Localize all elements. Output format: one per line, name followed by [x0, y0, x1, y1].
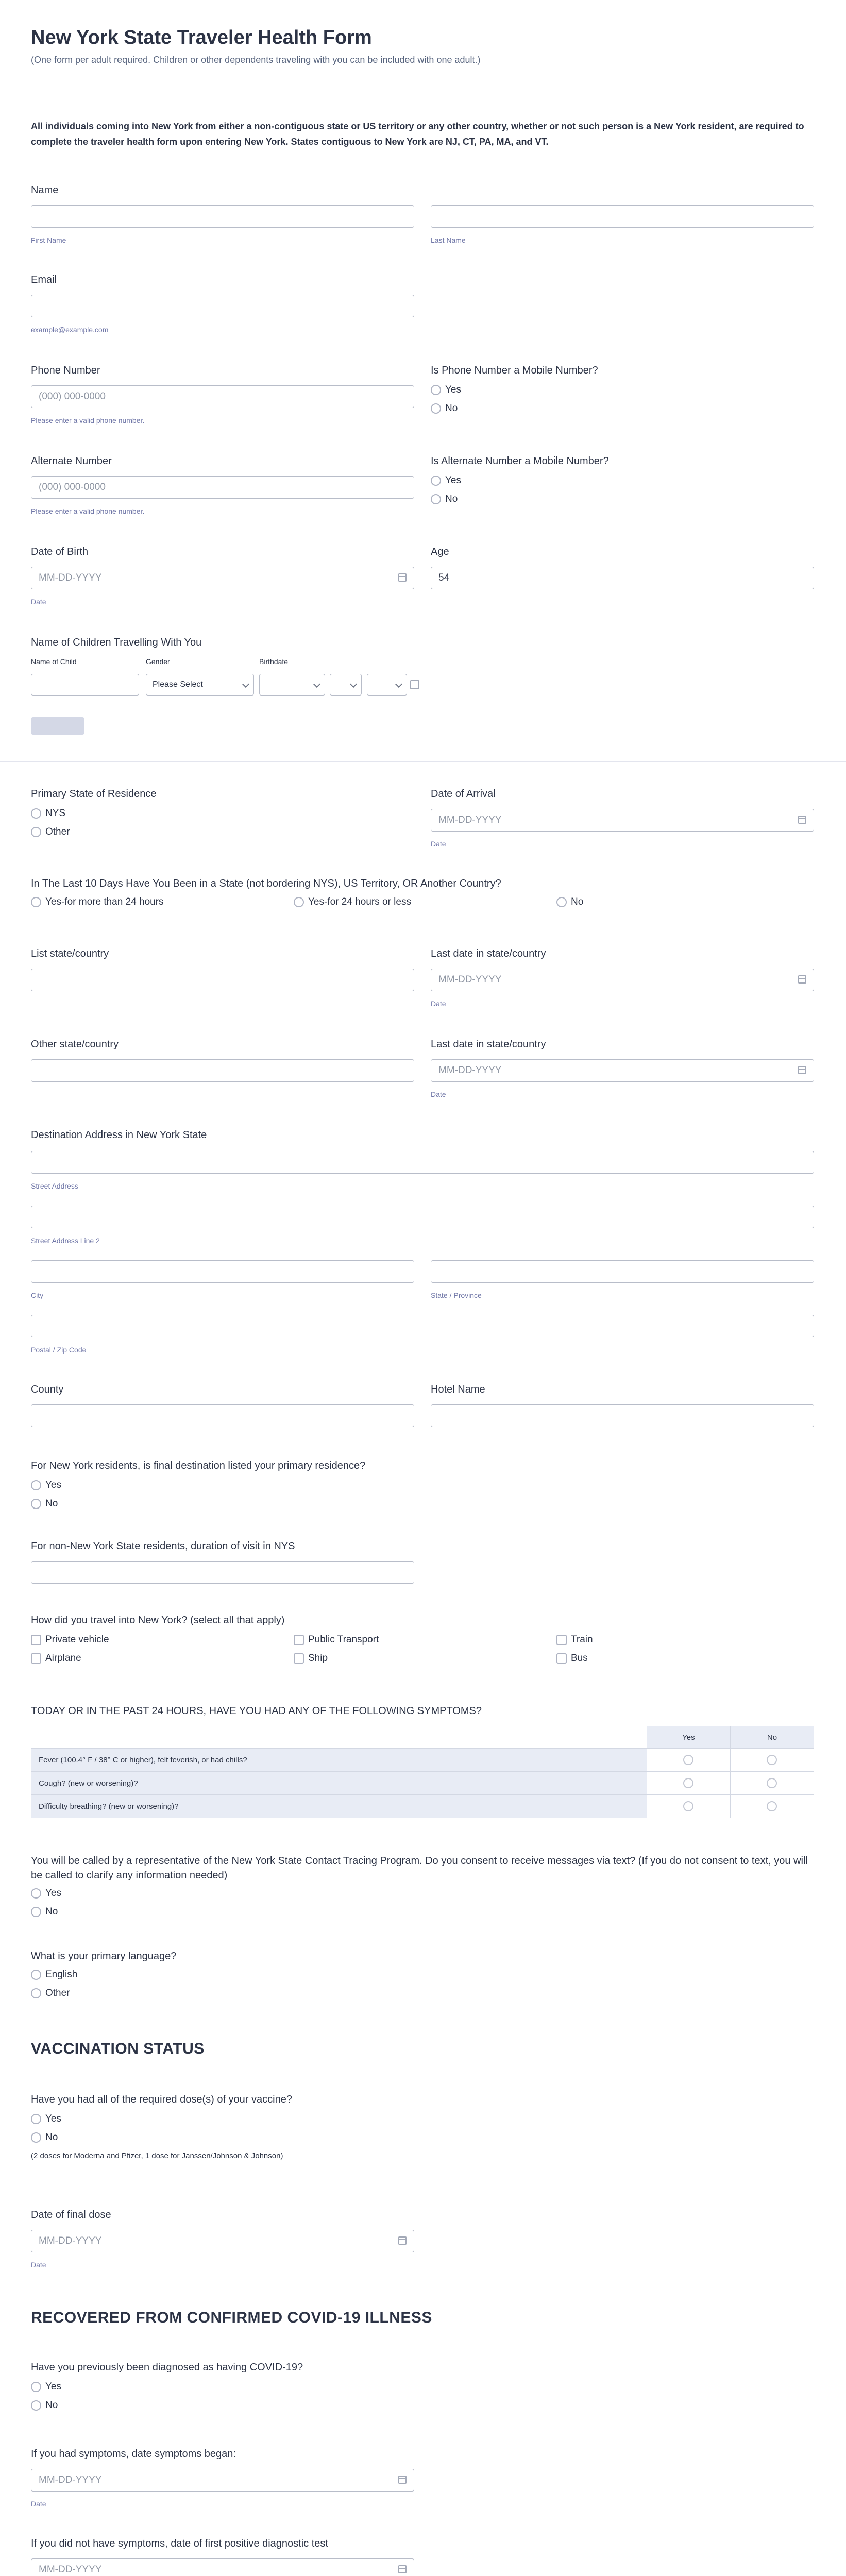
phone-mobile-label: Is Phone Number a Mobile Number?: [431, 365, 598, 376]
checkbox-icon: [556, 1635, 567, 1645]
vaccination-label: Have you had all of the required dose(s) of your vaccine?: [31, 2094, 292, 2105]
child-gender-select[interactable]: [146, 674, 254, 696]
radio-icon: [31, 897, 41, 907]
calendar-icon[interactable]: [410, 680, 419, 689]
phone-label: Phone Number: [31, 365, 100, 376]
radio-icon: [431, 385, 441, 395]
chevron-down-icon: [313, 681, 320, 688]
radio-icon: [294, 897, 304, 907]
radio-label: No: [45, 2400, 58, 2411]
radio-label: NYS: [45, 808, 66, 819]
matrix-col-yes: Yes: [647, 1726, 730, 1749]
radio-icon: [31, 1988, 41, 1998]
last-name-hint: Last Name: [431, 236, 466, 244]
symptoms-label: TODAY OR IN THE PAST 24 HOURS, HAVE YOU HAD ANY OF THE FOLLOWING SYMPTOMS?: [31, 1705, 482, 1717]
matrix-header: [31, 1726, 814, 1749]
matrix-cell-no[interactable]: [730, 1772, 814, 1795]
matrix-cell-no[interactable]: [730, 1749, 814, 1772]
phone-input[interactable]: (000) 000-0000: [31, 385, 414, 408]
matrix-corner: [31, 1726, 647, 1749]
radio-icon: [31, 2382, 41, 2392]
radio-icon: [31, 2400, 41, 2411]
matrix-cell-yes[interactable]: [647, 1749, 730, 1772]
radio-label: English: [45, 1969, 78, 1980]
state-input[interactable]: [431, 1260, 814, 1283]
child-birth-month-select[interactable]: [259, 674, 325, 696]
city-hint: City: [31, 1291, 44, 1299]
calendar-icon[interactable]: [398, 573, 407, 582]
child-birth-day-select[interactable]: [330, 674, 362, 696]
diagnosed-label: Have you previously been diagnosed as having COVID-19?: [31, 2362, 303, 2373]
email-label: Email: [31, 274, 57, 285]
calendar-icon[interactable]: [398, 2236, 407, 2245]
radio-icon: [431, 494, 441, 504]
street-hint: Street Address: [31, 1182, 78, 1190]
residence-nys[interactable]: [31, 808, 65, 819]
zip-input[interactable]: [31, 1315, 814, 1337]
travel-airplane[interactable]: [31, 1653, 81, 1664]
radio-icon: [31, 2132, 41, 2143]
first-name-hint: First Name: [31, 236, 66, 244]
radio-icon: [431, 403, 441, 414]
duration-label: For non-New York State residents, duration of visit in NYS: [31, 1540, 295, 1552]
last10-no[interactable]: [556, 896, 583, 908]
phone-mobile-yes[interactable]: [431, 384, 461, 396]
state-hint: State / Province: [431, 1291, 482, 1299]
language-label: What is your primary language?: [31, 1951, 177, 1962]
dob-input[interactable]: [31, 567, 414, 589]
last-date2-label: Last date in state/country: [431, 1039, 546, 1050]
list-state-input[interactable]: [31, 969, 414, 991]
radio-icon: [31, 1480, 41, 1490]
radio-label: Yes: [45, 2381, 61, 2392]
last10-yes-less[interactable]: [294, 896, 411, 908]
symptoms-began-label: If you had symptoms, date symptoms began:: [31, 2448, 236, 2460]
dob-label: Date of Birth: [31, 546, 89, 557]
hotel-label: Hotel Name: [431, 1384, 485, 1395]
age-input[interactable]: 54: [431, 567, 814, 589]
radio-label: Yes: [45, 2113, 61, 2124]
travel-train[interactable]: [556, 1634, 593, 1646]
radio-icon: [31, 2114, 41, 2124]
radio-label: Yes-for 24 hours or less: [308, 896, 411, 907]
children-label: Name of Children Travelling With You: [31, 637, 202, 648]
language-other[interactable]: [31, 1988, 70, 1999]
radio-icon: [683, 1801, 693, 1811]
calendar-icon[interactable]: [398, 2476, 407, 2484]
symptoms-began-hint: Date: [31, 2500, 46, 2508]
travel-bus[interactable]: [556, 1653, 588, 1664]
matrix-row-label: Cough? (new or worsening)?: [31, 1772, 647, 1795]
checkbox-icon: [294, 1635, 304, 1645]
last-date1-placeholder: MM-DD-YYYY: [438, 974, 502, 985]
calendar-icon[interactable]: [398, 2565, 407, 2573]
matrix-cell-yes[interactable]: [647, 1795, 730, 1818]
vaccination-no[interactable]: [31, 2132, 58, 2143]
radio-icon: [683, 1778, 693, 1788]
radio-label: Yes: [45, 1480, 61, 1490]
hotel-input[interactable]: [431, 1404, 814, 1427]
matrix-row-label: Difficulty breathing? (new or worsening)?: [31, 1795, 647, 1818]
radio-label: Yes: [45, 1888, 61, 1899]
vaccination-note: (2 doses for Moderna and Pfizer, 1 dose for Janssen/Johnson & Johnson): [31, 2151, 283, 2160]
matrix-col-no: No: [730, 1726, 814, 1749]
radio-label: No: [571, 896, 584, 907]
radio-icon: [767, 1801, 777, 1811]
chevron-down-icon: [395, 681, 402, 688]
last-date2-hint: Date: [431, 1090, 446, 1098]
last-date1-label: Last date in state/country: [431, 948, 546, 959]
arrival-input[interactable]: [431, 809, 814, 832]
calendar-icon[interactable]: [798, 1066, 806, 1074]
alt-mobile-no[interactable]: [431, 494, 458, 505]
street2-input[interactable]: [31, 1206, 814, 1228]
other-state-label: Other state/country: [31, 1039, 119, 1050]
travel-label: How did you travel into New York? (select all that apply): [31, 1615, 285, 1626]
phone-hint: Please enter a valid phone number.: [31, 416, 145, 425]
radio-label: No: [45, 1498, 58, 1509]
contact-yes[interactable]: [31, 1888, 61, 1899]
checkbox-icon: [31, 1635, 41, 1645]
address-label: Destination Address in New York State: [31, 1129, 207, 1141]
county-label: County: [31, 1384, 64, 1395]
final-dest-label: For New York residents, is final destination listed your primary residence?: [31, 1460, 366, 1471]
street2-hint: Street Address Line 2: [31, 1236, 100, 1245]
form-title: New York State Traveler Health Form: [31, 27, 372, 48]
final-dose-label: Date of final dose: [31, 2209, 111, 2221]
radio-icon: [31, 808, 41, 819]
radio-label: No: [445, 403, 458, 414]
child-name-col: Name of Child: [31, 657, 77, 666]
radio-icon: [767, 1778, 777, 1788]
radio-label: No: [45, 1906, 58, 1917]
radio-icon: [683, 1755, 693, 1765]
radio-icon: [31, 1907, 41, 1917]
radio-label: Other: [45, 826, 70, 837]
zip-hint: Postal / Zip Code: [31, 1346, 87, 1354]
final-dose-placeholder: MM-DD-YYYY: [39, 2235, 102, 2246]
name-label: Name: [31, 184, 59, 196]
checkbox-label: Train: [571, 1634, 593, 1645]
matrix-cell-no[interactable]: [730, 1795, 814, 1818]
add-child-button[interactable]: [31, 717, 84, 735]
radio-icon: [31, 1888, 41, 1899]
radio-label: Yes: [445, 475, 461, 486]
checkbox-label: Bus: [571, 1653, 588, 1664]
symptoms-matrix: [31, 1726, 814, 1818]
radio-label: Other: [45, 1988, 70, 1998]
gender-select-value: Please Select: [153, 680, 203, 689]
child-name-input[interactable]: [31, 674, 139, 696]
radio-icon: [31, 827, 41, 837]
checkbox-label: Ship: [308, 1653, 328, 1664]
vaccination-yes[interactable]: [31, 2113, 61, 2125]
duration-input[interactable]: [31, 1561, 414, 1584]
positive-test-placeholder: MM-DD-YYYY: [39, 2564, 102, 2575]
child-gender-col: Gender: [146, 657, 170, 666]
email-input[interactable]: [31, 295, 414, 317]
checkbox-icon: [556, 1653, 567, 1664]
last-date2-placeholder: MM-DD-YYYY: [438, 1065, 502, 1076]
chevron-down-icon: [350, 681, 357, 688]
arrival-label: Date of Arrival: [431, 788, 496, 800]
arrival-placeholder: MM-DD-YYYY: [438, 815, 502, 825]
checkbox-icon: [294, 1653, 304, 1664]
symptoms-began-placeholder: MM-DD-YYYY: [39, 2475, 102, 2485]
final-dose-hint: Date: [31, 2261, 46, 2269]
intro-text: All individuals coming into New York from either a non-contiguous state or US territory or any other country, whether or not such person is a New York resident, are required to complete the traveler health form upon entering New York. States contiguous to New York are NJ, CT, PA, MA, and VT.: [31, 121, 804, 147]
residence-label: Primary State of Residence: [31, 788, 157, 800]
email-hint: example@example.com: [31, 326, 109, 334]
last-name-input[interactable]: [431, 205, 814, 228]
radio-icon: [31, 1970, 41, 1980]
radio-icon: [31, 1499, 41, 1509]
form-subtitle: (One form per adult required. Children or other dependents traveling with you can be included with one adult.): [31, 55, 481, 65]
table-row: [31, 1795, 814, 1818]
residence-other[interactable]: [31, 826, 70, 838]
radio-icon: [431, 476, 441, 486]
alt-phone-hint: Please enter a valid phone number.: [31, 507, 145, 515]
chevron-down-icon: [242, 681, 249, 688]
last10-label: In The Last 10 Days Have You Been in a State (not bordering NYS), US Territory, OR Another Country?: [31, 878, 501, 889]
radio-icon: [556, 897, 567, 907]
diagnosed-no[interactable]: [31, 2400, 58, 2411]
last-date1-input[interactable]: [431, 969, 814, 991]
child-birthdate-col: Birthdate: [259, 657, 289, 666]
matrix-cell-yes[interactable]: [647, 1772, 730, 1795]
positive-test-label: If you did not have symptoms, date of first positive diagnostic test: [31, 2538, 328, 2549]
final-dose-input[interactable]: [31, 2230, 414, 2252]
table-row: [31, 1749, 814, 1772]
dob-placeholder: MM-DD-YYYY: [39, 572, 102, 583]
diagnosed-yes[interactable]: [31, 2381, 61, 2393]
last10-yes-more[interactable]: [31, 896, 164, 908]
radio-icon: [767, 1755, 777, 1765]
contact-no[interactable]: [31, 1906, 58, 1918]
table-row: [31, 1772, 814, 1795]
last-date2-input[interactable]: [431, 1059, 814, 1082]
travel-private-vehicle[interactable]: [31, 1634, 109, 1646]
radio-label: Yes: [445, 384, 461, 395]
child-birth-year-select[interactable]: [367, 674, 407, 696]
calendar-icon[interactable]: [798, 816, 806, 824]
calendar-icon[interactable]: [798, 975, 806, 984]
other-state-input[interactable]: [31, 1059, 414, 1082]
age-label: Age: [431, 546, 449, 557]
radio-label: No: [45, 2132, 58, 2143]
checkbox-label: Private vehicle: [45, 1634, 109, 1645]
first-name-input[interactable]: [31, 205, 414, 228]
alt-mobile-label: Is Alternate Number a Mobile Number?: [431, 455, 609, 467]
list-state-label: List state/country: [31, 948, 109, 959]
alt-phone-label: Alternate Number: [31, 455, 112, 467]
recovered-heading: RECOVERED FROM CONFIRMED COVID-19 ILLNESS: [31, 2309, 432, 2326]
checkbox-icon: [31, 1653, 41, 1664]
street-input[interactable]: [31, 1151, 814, 1174]
phone-mobile-no[interactable]: [431, 403, 458, 414]
matrix-row-label: Fever (100.4° F / 38° C or higher), felt feverish, or had chills?: [31, 1749, 647, 1772]
dob-hint: Date: [31, 598, 46, 606]
city-input[interactable]: [31, 1260, 414, 1283]
arrival-hint: Date: [431, 840, 446, 848]
positive-test-input[interactable]: [31, 2558, 414, 2576]
checkbox-label: Public Transport: [308, 1634, 379, 1645]
symptoms-began-input[interactable]: [31, 2469, 414, 2492]
section-divider: [0, 761, 846, 762]
contact-label: You will be called by a representative of the New York State Contact Tracing Program. Do you consent to receive messages via text? (If you do not consent to text, you will be called to clarify any information needed): [31, 1855, 808, 1881]
vaccination-heading: VACCINATION STATUS: [31, 2040, 205, 2057]
alt-mobile-yes[interactable]: [431, 475, 461, 486]
final-dest-no[interactable]: [31, 1498, 58, 1510]
travel-ship[interactable]: [294, 1653, 328, 1664]
last-date1-hint: Date: [431, 999, 446, 1008]
final-dest-yes[interactable]: [31, 1480, 61, 1491]
travel-public-transport[interactable]: [294, 1634, 379, 1646]
radio-label: Yes-for more than 24 hours: [45, 896, 164, 907]
radio-label: No: [445, 494, 458, 504]
county-input[interactable]: [31, 1404, 414, 1427]
language-english[interactable]: [31, 1969, 77, 1980]
alt-phone-input[interactable]: (000) 000-0000: [31, 476, 414, 499]
checkbox-label: Airplane: [45, 1653, 81, 1664]
